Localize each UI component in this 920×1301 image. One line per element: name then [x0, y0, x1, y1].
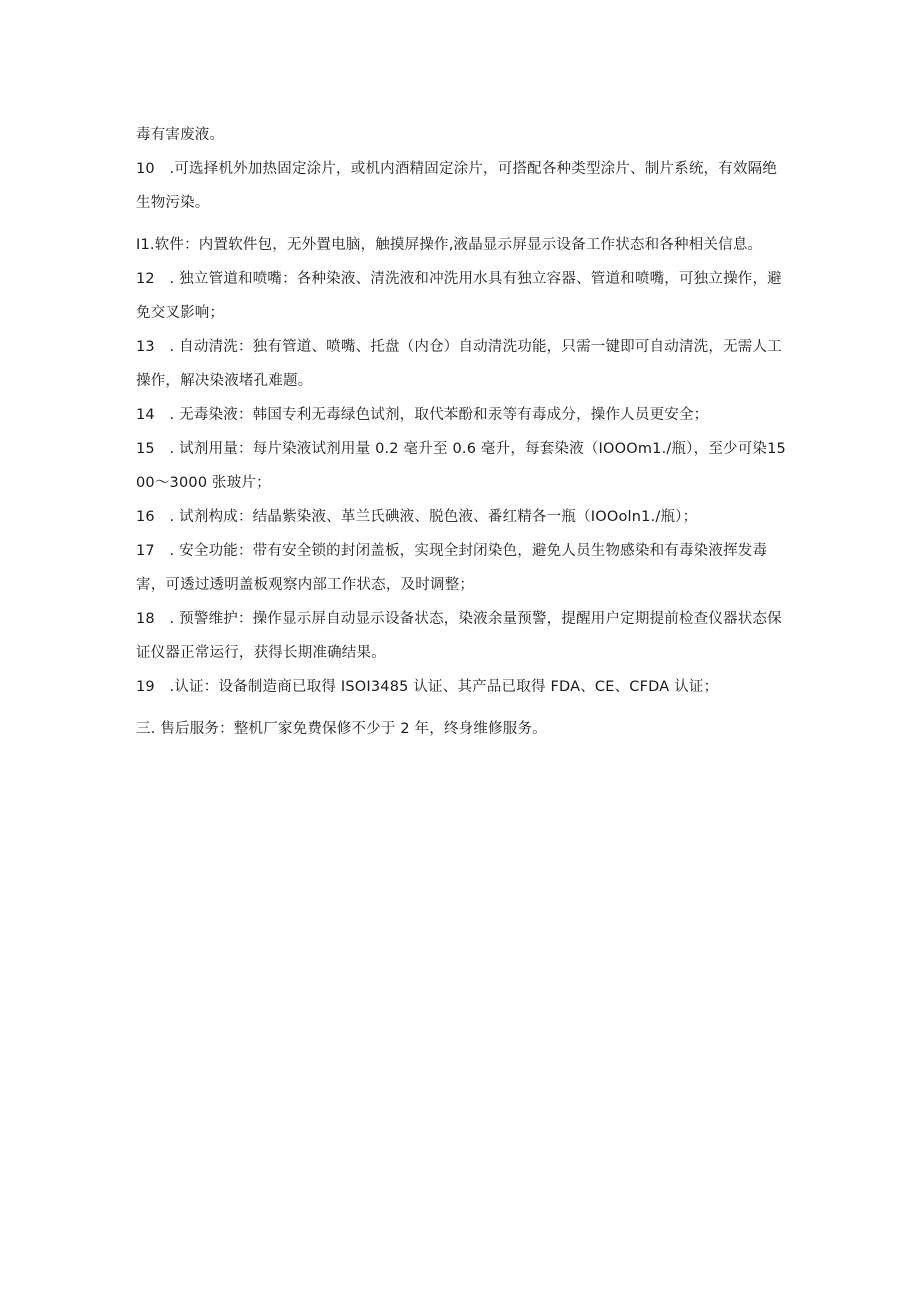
paragraph-item-10: 10 .可选择机外加热固定涂片，或机内酒精固定涂片，可搭配各种类型涂片、制片系统，有效隔绝生物污染。 — [136, 161, 778, 211]
paragraph-item-14: 14 . 无毒染液：韩国专利无毒绿色试剂，取代苯酚和汞等有毒成分，操作人员更安全； — [136, 407, 709, 423]
paragraph-continuation: 毒有害废液。 — [136, 127, 225, 143]
paragraph-after-sales-service: 三. 售后服务：整机厂家免费保修不少于 2 年，终身维修服务。 — [136, 721, 547, 737]
paragraph-item-13: 13 . 自动清洗：独有管道、喷嘴、托盘（内仓）自动清洗功能，只需一键即可自动清洗，无需人工操作，解决染液堵孔难题。 — [136, 339, 782, 389]
paragraph-item-16: 16 . 试剂构成：结晶紫染液、革兰氏碘液、脱色液、番红精各一瓶（IOOoln1./瓶）； — [136, 509, 698, 525]
paragraph-item-12: 12 . 独立管道和喷嘴：各种染液、清洗液和冲洗用水具有独立容器、管道和喷嘴，可独立操作，避免交叉影响； — [136, 271, 782, 321]
paragraph-item-15: 15 . 试剂用量：每片染液试剂用量 0.2 毫升至 0.6 毫升，每套染液（IOOOm1./瓶），至少可染1500～3000 张玻片； — [136, 441, 786, 491]
paragraph-item-18: 18 . 预警维护：操作显示屏自动显示设备状态，染液余量预警，提醒用户定期提前检查仪器状态保证仪器正常运行，获得长期准确结果。 — [136, 611, 782, 661]
paragraph-item-11: I1.软件：内置软件包，无外置电脑，触摸屏操作,液晶显示屏显示设备工作状态和各种相关信息。 — [136, 237, 763, 253]
paragraph-item-19: 19 .认证：设备制造商已取得 ISOI3485 认证、其产品已取得 FDA、CE、CFDA 认证； — [136, 679, 719, 695]
document-body — [136, 118, 786, 746]
paragraph-item-17: 17 . 安全功能：带有安全锁的封闭盖板，实现全封闭染色，避免人员生物感染和有毒染液挥发毒害，可透过透明盖板观察内部工作状态，及时调整； — [136, 543, 768, 593]
